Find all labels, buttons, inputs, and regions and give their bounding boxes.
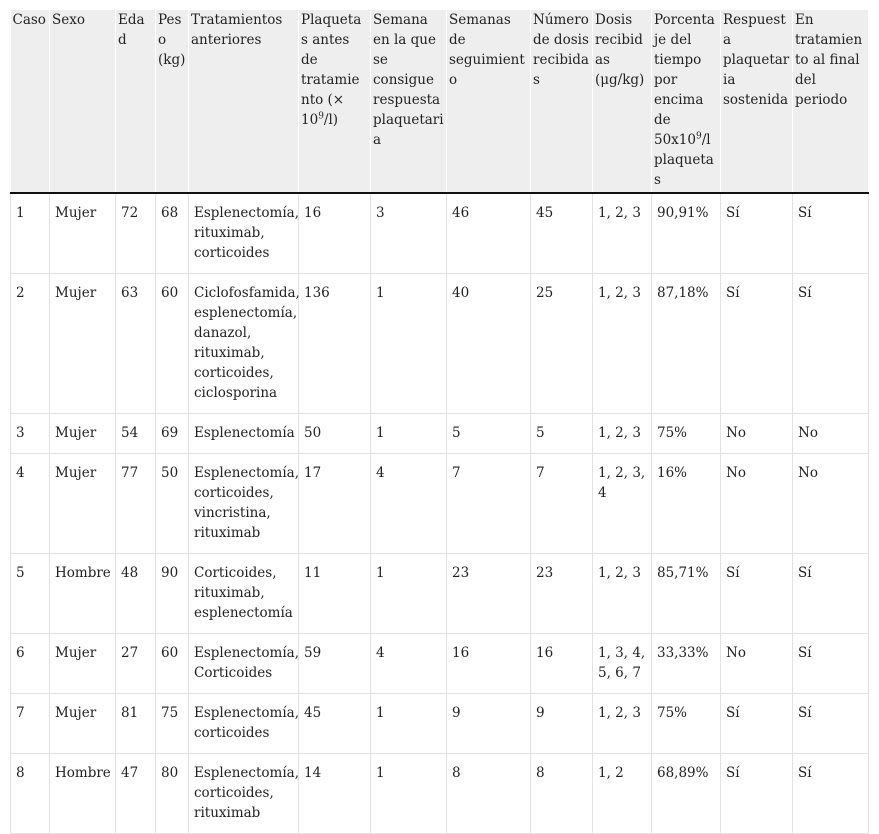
cell-edad: 47	[116, 754, 156, 834]
cell-semanas-seguimiento: 8	[447, 754, 531, 834]
table-body	[11, 193, 869, 834]
cell-numero-dosis: 23	[531, 554, 593, 634]
cell-respuesta-sostenida: No	[721, 454, 793, 554]
cell-semanas-seguimiento: 7	[447, 454, 531, 554]
cell-semana-respuesta: 1	[371, 414, 447, 454]
cell-en-tratamiento: Sí	[793, 554, 869, 634]
cell-semana-respuesta: 4	[371, 634, 447, 694]
cell-edad: 81	[116, 694, 156, 754]
cell-semanas-seguimiento: 23	[447, 554, 531, 634]
cell-tratamientos: Esplenectomía, corticoides, rituximab	[189, 754, 299, 834]
cell-sexo: Mujer	[50, 694, 116, 754]
header-plaquetas-unit: /l)	[323, 112, 339, 128]
header-edad: Edad	[116, 10, 156, 193]
cell-semanas-seguimiento: 40	[447, 274, 531, 414]
cell-respuesta-sostenida: Sí	[721, 694, 793, 754]
table-container	[10, 10, 868, 834]
cell-edad: 48	[116, 554, 156, 634]
cell-caso: 7	[11, 694, 50, 754]
header-respuesta-sostenida: Respuesta plaquetaria sostenida	[721, 10, 793, 193]
cell-porcentaje: 33,33%	[652, 634, 721, 694]
header-plaquetas	[299, 10, 371, 193]
table-row	[11, 454, 869, 554]
header-plaquetas-exponent: 9	[318, 111, 324, 122]
cell-en-tratamiento: Sí	[793, 634, 869, 694]
cell-tratamientos: Esplenectomía, corticoides	[189, 694, 299, 754]
cell-caso: 5	[11, 554, 50, 634]
cell-en-tratamiento: No	[793, 454, 869, 554]
cell-peso: 90	[156, 554, 189, 634]
header-porcentaje	[652, 10, 721, 193]
header-porcentaje-unit: /l plaquetas	[654, 132, 714, 188]
cell-caso: 6	[11, 634, 50, 694]
cell-peso: 60	[156, 274, 189, 414]
table-row	[11, 634, 869, 694]
cell-caso: 4	[11, 454, 50, 554]
cell-numero-dosis: 8	[531, 754, 593, 834]
table-row	[11, 754, 869, 834]
cell-peso: 50	[156, 454, 189, 554]
cell-porcentaje: 90,91%	[652, 193, 721, 274]
cell-sexo: Hombre	[50, 554, 116, 634]
cell-peso: 60	[156, 634, 189, 694]
cell-edad: 63	[116, 274, 156, 414]
cell-semana-respuesta: 4	[371, 454, 447, 554]
cell-respuesta-sostenida: No	[721, 414, 793, 454]
table-row	[11, 554, 869, 634]
cell-plaquetas: 45	[299, 694, 371, 754]
cell-en-tratamiento: Sí	[793, 754, 869, 834]
cell-semana-respuesta: 1	[371, 554, 447, 634]
cell-dosis-recibidas: 1, 2, 3	[593, 414, 652, 454]
cell-respuesta-sostenida: Sí	[721, 274, 793, 414]
cell-caso: 1	[11, 193, 50, 274]
cell-plaquetas: 14	[299, 754, 371, 834]
cell-semanas-seguimiento: 9	[447, 694, 531, 754]
cell-tratamientos: Esplenectomía, Corticoides	[189, 634, 299, 694]
cell-porcentaje: 85,71%	[652, 554, 721, 634]
cell-sexo: Mujer	[50, 454, 116, 554]
cell-plaquetas: 11	[299, 554, 371, 634]
cell-sexo: Mujer	[50, 274, 116, 414]
cell-plaquetas: 16	[299, 193, 371, 274]
table-row	[11, 694, 869, 754]
header-row	[11, 10, 869, 193]
cell-tratamientos: Esplenectomía, corticoides, vincristina, rituximab	[189, 454, 299, 554]
cell-caso: 8	[11, 754, 50, 834]
cell-semana-respuesta: 1	[371, 274, 447, 414]
cell-en-tratamiento: Sí	[793, 274, 869, 414]
cell-dosis-recibidas: 1, 2	[593, 754, 652, 834]
cell-respuesta-sostenida: Sí	[721, 554, 793, 634]
header-tratamientos: Tratamientos anteriores	[189, 10, 299, 193]
header-en-tratamiento: En tratamiento al final del periodo	[793, 10, 869, 193]
cell-plaquetas: 59	[299, 634, 371, 694]
cell-dosis-recibidas: 1, 2, 3	[593, 274, 652, 414]
cell-numero-dosis: 9	[531, 694, 593, 754]
table-row	[11, 193, 869, 274]
cell-dosis-recibidas: 1, 2, 3	[593, 193, 652, 274]
cell-respuesta-sostenida: Sí	[721, 754, 793, 834]
cell-sexo: Mujer	[50, 193, 116, 274]
table-row	[11, 414, 869, 454]
header-numero-dosis: Número de dosis recibidas	[531, 10, 593, 193]
header-porcentaje-exponent: 9	[695, 131, 702, 142]
cell-edad: 27	[116, 634, 156, 694]
cell-porcentaje: 75%	[652, 414, 721, 454]
cell-caso: 3	[11, 414, 50, 454]
cell-edad: 54	[116, 414, 156, 454]
header-semana-respuesta: Semana en la que se consigue respuesta plaquetaria	[371, 10, 447, 193]
cell-porcentaje: 87,18%	[652, 274, 721, 414]
cell-plaquetas: 50	[299, 414, 371, 454]
cell-en-tratamiento: Sí	[793, 193, 869, 274]
cell-plaquetas: 136	[299, 274, 371, 414]
cell-plaquetas: 17	[299, 454, 371, 554]
header-peso: Peso (kg)	[156, 10, 189, 193]
cell-peso: 75	[156, 694, 189, 754]
table-header	[11, 10, 869, 193]
cell-numero-dosis: 25	[531, 274, 593, 414]
cell-numero-dosis: 45	[531, 193, 593, 274]
cell-caso: 2	[11, 274, 50, 414]
cell-edad: 77	[116, 454, 156, 554]
header-dosis-recibidas: Dosis recibidas (μg/kg)	[593, 10, 652, 193]
cell-peso: 69	[156, 414, 189, 454]
cell-semanas-seguimiento: 46	[447, 193, 531, 274]
cell-semana-respuesta: 1	[371, 694, 447, 754]
cell-peso: 80	[156, 754, 189, 834]
cell-tratamientos: Ciclofosfamida, esplenectomía, danazol, rituximab, corticoides, ciclosporina	[189, 274, 299, 414]
cell-porcentaje: 16%	[652, 454, 721, 554]
cell-tratamientos: Corticoides, rituximab, esplenectomía	[189, 554, 299, 634]
header-semanas-seguimiento: Semanas de seguimiento	[447, 10, 531, 193]
cell-dosis-recibidas: 1, 2, 3	[593, 554, 652, 634]
cell-numero-dosis: 5	[531, 414, 593, 454]
cell-numero-dosis: 16	[531, 634, 593, 694]
header-sexo: Sexo	[50, 10, 116, 193]
cell-sexo: Mujer	[50, 634, 116, 694]
cell-en-tratamiento: Sí	[793, 694, 869, 754]
cell-dosis-recibidas: 1, 2, 3	[593, 694, 652, 754]
cell-respuesta-sostenida: Sí	[721, 193, 793, 274]
cell-tratamientos: Esplenectomía	[189, 414, 299, 454]
cell-porcentaje: 75%	[652, 694, 721, 754]
cell-respuesta-sostenida: No	[721, 634, 793, 694]
cell-porcentaje: 68,89%	[652, 754, 721, 834]
header-caso: Caso	[11, 10, 50, 193]
patients-table	[10, 10, 869, 834]
header-plaquetas-text: Plaquetas antes de tratamiento (× 10	[301, 12, 362, 128]
cell-sexo: Hombre	[50, 754, 116, 834]
cell-numero-dosis: 7	[531, 454, 593, 554]
cell-tratamientos: Esplenectomía, rituximab, corticoides	[189, 193, 299, 274]
table-row	[11, 274, 869, 414]
cell-semana-respuesta: 1	[371, 754, 447, 834]
cell-semanas-seguimiento: 16	[447, 634, 531, 694]
cell-edad: 72	[116, 193, 156, 274]
cell-dosis-recibidas: 1, 3, 4, 5, 6, 7	[593, 634, 652, 694]
cell-peso: 68	[156, 193, 189, 274]
cell-en-tratamiento: No	[793, 414, 869, 454]
cell-semanas-seguimiento: 5	[447, 414, 531, 454]
cell-sexo: Mujer	[50, 414, 116, 454]
header-porcentaje-text: Porcentaje del tiempo por encima de 50x10	[654, 12, 715, 148]
cell-dosis-recibidas: 1, 2, 3, 4	[593, 454, 652, 554]
cell-semana-respuesta: 3	[371, 193, 447, 274]
